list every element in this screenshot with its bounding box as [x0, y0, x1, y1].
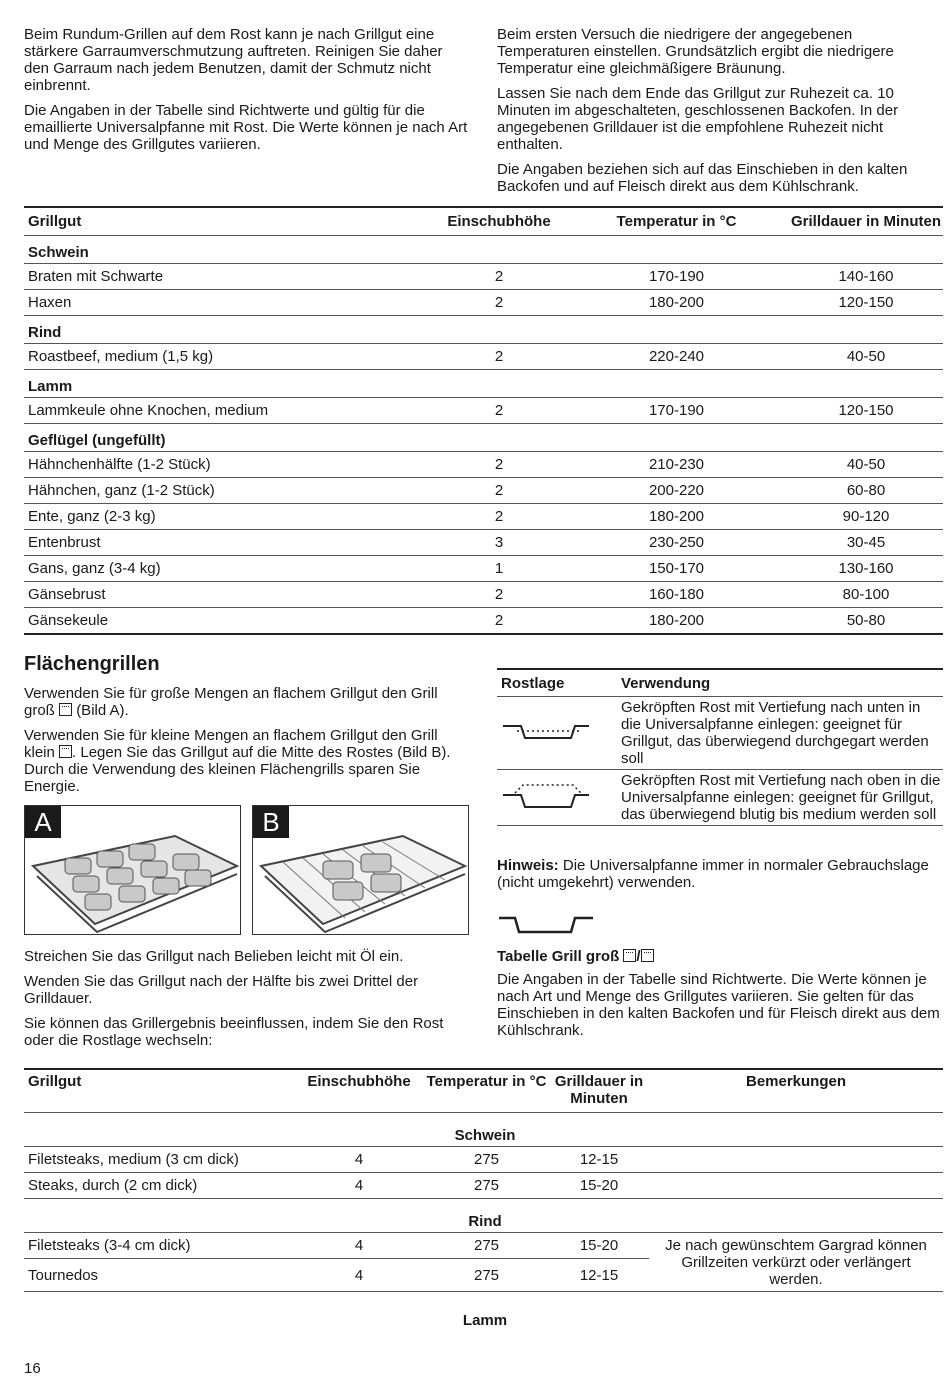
pan-icon: [497, 914, 597, 936]
group-label: Lamm: [462, 1312, 508, 1329]
col-header: Grillgut: [24, 207, 434, 236]
table-row: Entenbrust 3 230-250 30-45: [24, 530, 943, 556]
table-row: Gekröpften Rost mit Vertiefung nach oben in die Universalpfanne einlegen: geeignet für Grillgut, das überwiegend blutig bis medium werden soll: [497, 770, 943, 826]
table-row: Roastbeef, medium (1,5 kg) 2 220-240 40-50: [24, 344, 943, 370]
group-label: Schwein: [24, 236, 943, 264]
paragraph: Die Angaben in der Tabelle sind Richtwerte. Die Werte können je nach Art und Menge des Grillgutes variieren. Sie gelten für das Einschieben in den kalten Backofen und für Fleisch direkt aus dem Kühlschrank.: [497, 971, 940, 1039]
grill-small-icon: [59, 745, 72, 758]
col-header: Temperatur in °C: [424, 1069, 549, 1113]
image-b: [252, 805, 469, 935]
table-row: Lammkeule ohne Knochen, medium 2 170-190 120-150: [24, 398, 943, 424]
paragraph: Verwenden Sie für große Mengen an flachem Grillgut den Grill groß (Bild A).: [24, 685, 438, 719]
table-row: Ente, ganz (2-3 kg) 2 180-200 90-120: [24, 504, 943, 530]
image-a: [24, 805, 241, 935]
grill-large-icon: [59, 703, 72, 716]
table-row: Filetsteaks (3-4 cm dick) 4 275 15-20 Je nach gewünschtem Gargrad können Grillzeiten verkürzt oder verlängert werden.: [24, 1233, 943, 1259]
paragraph: Die Angaben beziehen sich auf das Einschieben in den kalten Backofen und auf Fleisch direkt aus dem Kühlschrank.: [497, 161, 908, 195]
group-label: Rind: [24, 316, 943, 344]
table-row: Gänsekeule 2 180-200 50-80: [24, 608, 943, 635]
paragraph: Beim ersten Versuch die niedrigere der angegebenen Temperaturen einstellen. Grundsätzlich ergibt die niedrigere Temperatur eine gleichmäßigere Bräunung.: [497, 26, 894, 77]
rack-up-icon: [501, 779, 591, 813]
remark: Je nach gewünschtem Gargrad können Grillzeiten verkürzt oder verlängert werden.: [649, 1233, 943, 1292]
table-row: Hähnchenhälfte (1-2 Stück) 2 210-230 40-50: [24, 452, 943, 478]
table-row: Gänsebrust 2 160-180 80-100: [24, 582, 943, 608]
rack-down-icon: [501, 716, 591, 746]
paragraph: Wenden Sie das Grillgut nach der Hälfte bis zwei Drittel der Grilldauer.: [24, 973, 419, 1007]
col-header: Verwendung: [617, 669, 943, 697]
table-row: Tournedos 4 275 12-15: [24, 1259, 943, 1292]
paragraph: Die Angaben in der Tabelle sind Richtwerte und gültig für die emaillierte Universalpfanne mit Rost. Die Werte können je nach Art und Menge des Grillgutes variieren.: [24, 102, 468, 153]
paragraph: Beim Rundum-Grillen auf dem Rost kann je nach Grillgut eine stärkere Garraumverschmutzung auftreten. Reinigen Sie daher den Garraum nach jedem Benutzen, damit der Schmutz nicht einbrennt.: [24, 26, 443, 94]
right-intro: [497, 26, 943, 203]
image-label: B: [253, 806, 289, 838]
paragraph: Streichen Sie das Grillgut nach Belieben leicht mit Öl ein.: [24, 948, 404, 965]
hinweis: [497, 857, 943, 899]
group-label: Geflügel (ungefüllt): [24, 424, 943, 452]
section-title: Flächengrillen: [24, 653, 160, 675]
page-number: 16: [24, 1360, 41, 1377]
col-header: Einschubhöhe: [294, 1069, 424, 1113]
col-header: Bemerkungen: [649, 1069, 943, 1113]
left-intro: [24, 26, 469, 161]
tabelle-grill-title: Tabelle Grill groß: [497, 948, 620, 965]
table-row: Gekröpften Rost mit Vertiefung nach unten in die Universalpfanne einlegen: geeignet für Grillgut, das überwiegend durchgegart werden soll: [497, 697, 943, 770]
grill-gross-table: [24, 1068, 943, 1331]
rostlage-table: [497, 668, 943, 826]
flaechen-after: [24, 948, 469, 1057]
grill-table: [24, 206, 943, 635]
hinweis-text: Die Universalpfanne immer in normaler Gebrauchslage (nicht umgekehrt) verwenden.: [497, 857, 929, 891]
table-row: Haxen 2 180-200 120-150: [24, 290, 943, 316]
col-header: Grilldauer in Minuten: [789, 207, 943, 236]
table-row: Steaks, durch (2 cm dick) 4 275 15-20: [24, 1173, 943, 1199]
grill-large-icon: [623, 949, 636, 962]
col-header: Einschubhöhe: [434, 207, 564, 236]
table-row: Filetsteaks, medium (3 cm dick) 4 275 12-15: [24, 1147, 943, 1173]
group-label: Schwein: [24, 1113, 943, 1147]
col-header: Grilldauer in Minuten: [549, 1069, 649, 1113]
col-header: Rostlage: [497, 669, 617, 697]
col-header: Temperatur in °C: [564, 207, 789, 236]
image-label: A: [25, 806, 61, 838]
group-label: Rind: [24, 1199, 943, 1233]
table-row: Hähnchen, ganz (1-2 Stück) 2 200-220 60-80: [24, 478, 943, 504]
paragraph: Lassen Sie nach dem Ende das Grillgut zur Ruhezeit ca. 10 Minuten im abgeschalteten, geschlossenen Backofen. In der angegebenen Grilldauer ist die empfohlene Ruhezeit nicht enthalten.: [497, 85, 899, 153]
paragraph: Sie können das Grillergebnis beeinflussen, indem Sie den Rost oder die Rostlage wechseln:: [24, 1015, 444, 1049]
paragraph: Verwenden Sie für kleine Mengen an flachem Grillgut den Grill klein . Legen Sie das Grillgut auf die Mitte des Rostes (Bild B). Durch die Verwendung des kleinen Flächengrills sparen Sie Energie.: [24, 727, 451, 795]
tabelle-grill: [497, 948, 943, 1047]
hinweis-label: Hinweis:: [497, 857, 559, 874]
group-label: Lamm: [24, 370, 943, 398]
table-row: Braten mit Schwarte 2 170-190 140-160: [24, 264, 943, 290]
table-row: Gans, ganz (3-4 kg) 1 150-170 130-160: [24, 556, 943, 582]
separator: /: [636, 948, 641, 965]
flaechen-text: [24, 685, 469, 803]
col-header: Grillgut: [24, 1069, 294, 1113]
grill-small-icon: [641, 949, 654, 962]
